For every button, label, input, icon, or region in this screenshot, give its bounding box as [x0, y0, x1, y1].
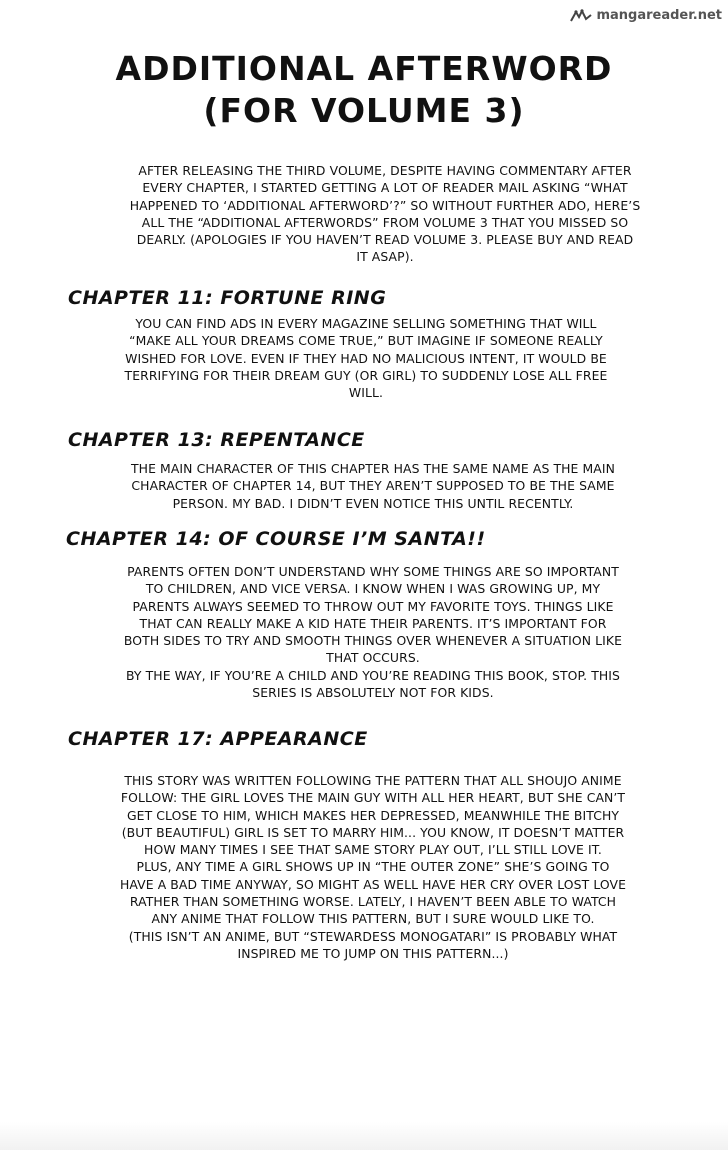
body-line: THAT OCCURS.: [326, 650, 420, 666]
section-body-chapter-14: [40, 563, 706, 701]
section-heading-chapter-13: CHAPTER 13: REPENTANCE: [68, 429, 365, 451]
body-line: CHARACTER OF CHAPTER 14, BUT THEY AREN’T SUPPOSED TO BE THE SAME: [131, 478, 615, 494]
section-body-chapter-17: [40, 772, 706, 962]
intro-line: DEARLY. (APOLOGIES IF YOU HAVEN’T READ VOLUME 3. PLEASE BUY AND READ: [136, 232, 634, 248]
body-line: (THIS ISN’T AN ANIME, BUT “STEWARDESS MONOGATARI” IS PROBABLY WHAT: [128, 928, 618, 944]
intro-line: HAPPENED TO ‘ADDITIONAL AFTERWORD’?” SO WITHOUT FURTHER ADO, HERE’S: [129, 197, 641, 213]
body-line: PARENTS OFTEN DON’T UNDERSTAND WHY SOME THINGS ARE SO IMPORTANT: [127, 564, 619, 579]
page-title: [0, 48, 728, 132]
watermark-text: mangareader.net: [596, 8, 722, 23]
watermark[interactable]: [570, 8, 722, 23]
title-line-2: (FOR VOLUME 3): [203, 91, 525, 130]
body-line: FOLLOW: THE GIRL LOVES THE MAIN GUY WITH ALL HER HEART, BUT SHE CAN’T: [120, 790, 626, 806]
body-line: “MAKE ALL YOUR DREAMS COME TRUE,” BUT IMAGINE IF SOMEONE REALLY: [129, 333, 603, 349]
body-line: INSPIRED ME TO JUMP ON THIS PATTERN...): [237, 945, 509, 961]
title-line-1: ADDITIONAL AFTERWORD: [115, 49, 613, 88]
body-line: THAT CAN REALLY MAKE A KID HATE THEIR PARENTS. IT’S IMPORTANT FOR: [139, 615, 607, 631]
body-line: PARENTS ALWAYS SEEMED TO THROW OUT MY FAVORITE TOYS. THINGS LIKE: [132, 598, 614, 614]
body-line: PERSON. MY BAD. I DIDN’T EVEN NOTICE THIS UNTIL RECENTLY.: [172, 495, 574, 511]
body-line: SERIES IS ABSOLUTELY NOT FOR KIDS.: [252, 685, 494, 701]
section-heading-chapter-11: CHAPTER 11: FORTUNE RING: [68, 287, 387, 309]
body-line: ANY ANIME THAT FOLLOW THIS PATTERN, BUT I SURE WOULD LIKE TO.: [151, 911, 595, 927]
section-heading-chapter-14: CHAPTER 14: OF COURSE I’M SANTA!!: [66, 528, 486, 550]
section-body-chapter-11: [40, 315, 692, 401]
body-line: BY THE WAY, IF YOU’RE A CHILD AND YOU’RE READING THIS BOOK, STOP. THIS: [126, 667, 620, 683]
body-line: TERRIFYING FOR THEIR DREAM GUY (OR GIRL) TO SUDDENLY LOSE ALL FREE: [124, 367, 608, 383]
section-heading-chapter-17: CHAPTER 17: APPEARANCE: [68, 728, 368, 750]
body-line: TO CHILDREN, AND VICE VERSA. I KNOW WHEN I WAS GROWING UP, MY: [145, 581, 601, 597]
body-line: YOU CAN FIND ADS IN EVERY MAGAZINE SELLING SOMETHING THAT WILL: [135, 316, 597, 331]
intro-line: IT ASAP).: [356, 249, 414, 265]
body-line: BOTH SIDES TO TRY AND SMOOTH THINGS OVER WHENEVER A SITUATION LIKE: [123, 633, 623, 649]
body-line: THIS STORY WAS WRITTEN FOLLOWING THE PATTERN THAT ALL SHOUJO ANIME: [124, 773, 622, 788]
mangareader-logo-icon: [570, 9, 592, 23]
body-line: WISHED FOR LOVE. EVEN IF THEY HAD NO MALICIOUS INTENT, IT WOULD BE: [125, 350, 607, 366]
intro-line: AFTER RELEASING THE THIRD VOLUME, DESPITE HAVING COMMENTARY AFTER: [138, 163, 632, 178]
intro-line: ALL THE “ADDITIONAL AFTERWORDS” FROM VOLUME 3 THAT YOU MISSED SO: [141, 214, 629, 230]
body-line: HAVE A BAD TIME ANYWAY, SO MIGHT AS WELL HAVE HER CRY OVER LOST LOVE: [119, 876, 627, 892]
body-line: WILL.: [348, 385, 384, 401]
section-body-chapter-13: [40, 460, 706, 512]
body-line: HOW MANY TIMES I SEE THAT SAME STORY PLAY OUT, I’LL STILL LOVE IT.: [144, 842, 602, 858]
body-line: GET CLOSE TO HIM, WHICH MAKES HER DEPRESSED, MEANWHILE THE BITCHY: [126, 807, 620, 823]
page-bottom-edge: [0, 1122, 728, 1150]
intro-paragraph: [40, 162, 728, 266]
intro-line: EVERY CHAPTER, I STARTED GETTING A LOT OF READER MAIL ASKING “WHAT: [142, 180, 628, 196]
body-line: THE MAIN CHARACTER OF THIS CHAPTER HAS THE SAME NAME AS THE MAIN: [130, 461, 616, 476]
body-line: PLUS, ANY TIME A GIRL SHOWS UP IN “THE OUTER ZONE” SHE’S GOING TO: [136, 859, 610, 875]
body-line: (BUT BEAUTIFUL) GIRL IS SET TO MARRY HIM... YOU KNOW, IT DOESN’T MATTER: [121, 824, 625, 840]
body-line: RATHER THAN SOMETHING WORSE. LATELY, I HAVEN’T BEEN ABLE TO WATCH: [129, 894, 617, 910]
